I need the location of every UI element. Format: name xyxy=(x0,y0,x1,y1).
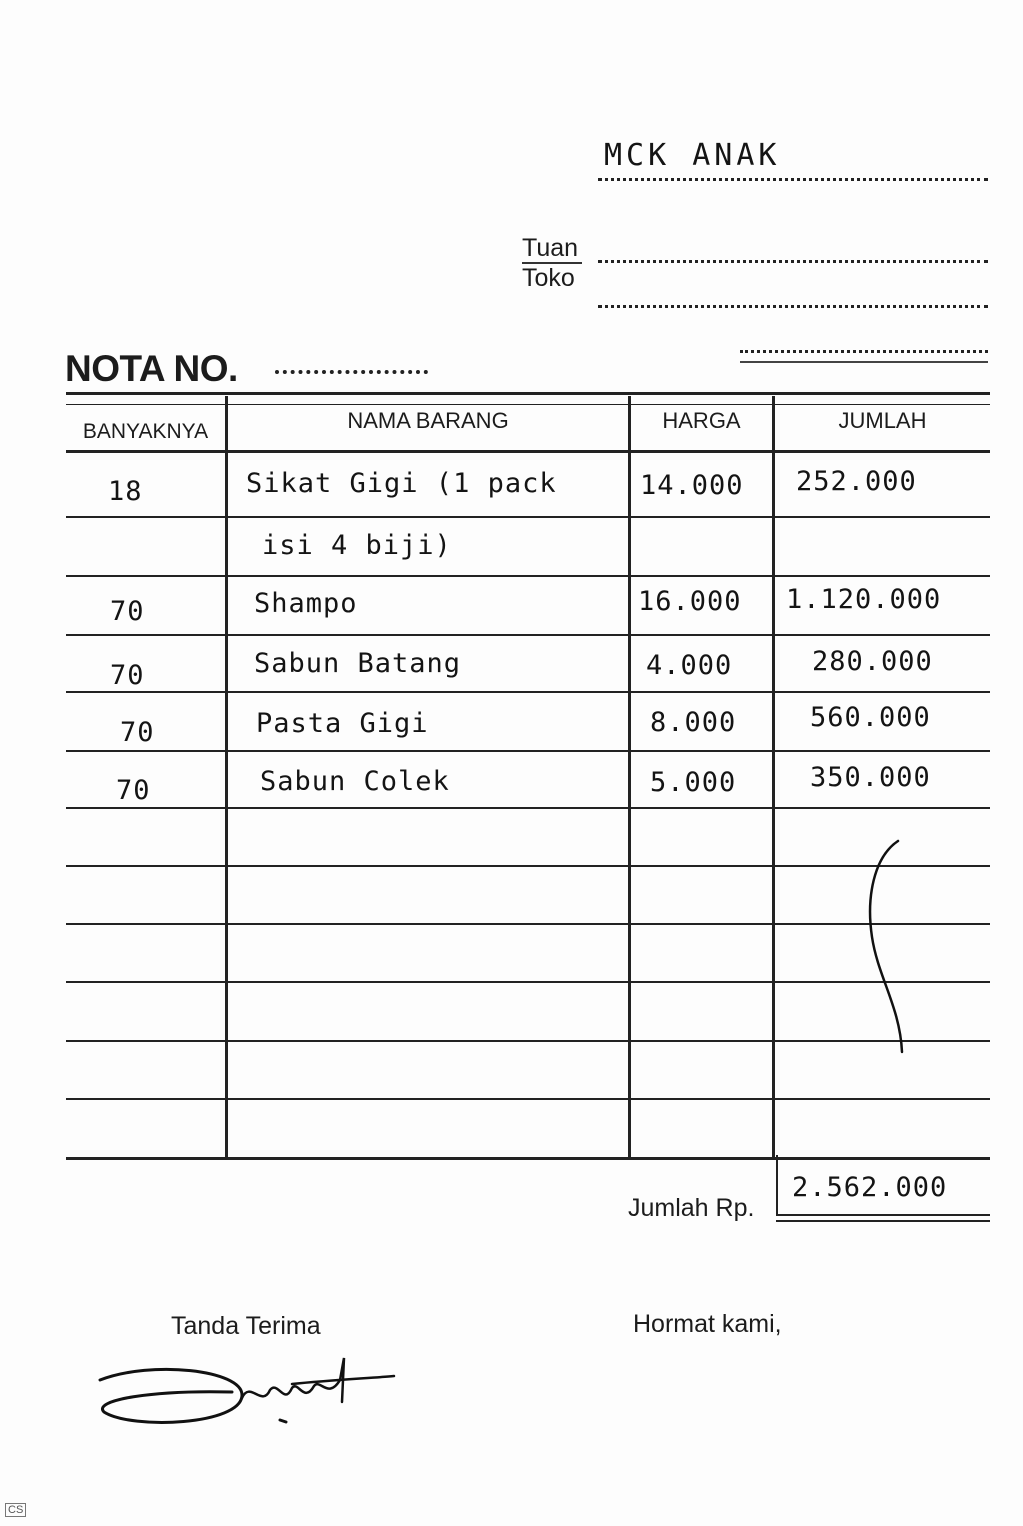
toko-dotted-line xyxy=(598,305,988,308)
row-rule xyxy=(66,516,990,518)
row-item: Shampo xyxy=(254,588,358,619)
row-qty: 18 xyxy=(108,476,143,507)
toko-label: Toko xyxy=(522,264,575,292)
row-qty: 70 xyxy=(110,660,145,691)
row-rule xyxy=(66,923,990,925)
row-rule xyxy=(66,865,990,867)
table-bottom-rule xyxy=(66,1157,990,1160)
tanda-terima-label: Tanda Terima xyxy=(171,1312,321,1340)
row-rule xyxy=(66,634,990,636)
total-underline xyxy=(776,1214,990,1216)
row-price: 8.000 xyxy=(650,707,737,738)
header-nama-barang: NAMA BARANG xyxy=(347,408,509,433)
row-item: Sikat Gigi (1 pack xyxy=(246,468,557,499)
row-amount: 560.000 xyxy=(810,702,931,733)
row-price: 4.000 xyxy=(646,650,733,681)
row-rule xyxy=(66,750,990,752)
table-top-rule-inner xyxy=(66,404,990,405)
row-amount: 350.000 xyxy=(810,762,931,793)
column-divider xyxy=(225,396,228,1158)
row-rule xyxy=(66,1098,990,1100)
header-jumlah: JUMLAH xyxy=(838,408,927,433)
row-amount: 280.000 xyxy=(812,646,933,677)
header-banyaknya: BANYAKNYA xyxy=(82,420,209,443)
invoice-table xyxy=(66,392,990,1160)
row-item: Sabun Batang xyxy=(254,648,462,679)
header-bottom-rule xyxy=(66,450,990,453)
row-amount: 252.000 xyxy=(796,466,917,497)
row-item: Sabun Colek xyxy=(260,766,450,797)
nota-number-label: NOTA NO. xyxy=(65,348,238,389)
address-rule xyxy=(740,361,988,363)
row-item: Pasta Gigi xyxy=(256,708,429,739)
nota-number-dotted-line xyxy=(275,370,428,374)
row-item-continued: isi 4 biji) xyxy=(262,530,452,561)
total-double-underline xyxy=(776,1220,990,1222)
signature xyxy=(92,1350,402,1440)
total-value: 2.562.000 xyxy=(792,1172,948,1203)
hormat-kami-label: Hormat kami, xyxy=(633,1310,782,1338)
column-divider xyxy=(628,396,631,1158)
row-qty: 70 xyxy=(116,775,151,806)
row-price: 14.000 xyxy=(640,470,744,501)
row-amount: 1.120.000 xyxy=(786,584,942,615)
row-qty: 70 xyxy=(120,717,155,748)
tuan-label: Tuan xyxy=(522,234,579,262)
customer-dotted-line xyxy=(598,178,988,181)
customer-name: MCK ANAK xyxy=(604,138,781,173)
row-qty: 70 xyxy=(110,596,145,627)
address-dotted-line xyxy=(740,350,988,353)
row-rule xyxy=(66,807,990,809)
total-label: Jumlah Rp. xyxy=(628,1194,755,1222)
row-rule xyxy=(66,981,990,983)
row-rule xyxy=(66,575,990,577)
scanner-badge: CS xyxy=(5,1503,26,1517)
row-price: 16.000 xyxy=(638,586,742,617)
row-rule xyxy=(66,1040,990,1042)
column-divider xyxy=(772,396,775,1158)
tuan-dotted-line xyxy=(598,260,988,263)
table-top-rule xyxy=(66,392,990,395)
closing-bracket-mark xyxy=(856,837,916,1057)
total-box-left-rule xyxy=(776,1155,778,1215)
header-harga: HARGA xyxy=(662,408,741,433)
row-price: 5.000 xyxy=(650,767,737,798)
row-rule xyxy=(66,691,990,693)
